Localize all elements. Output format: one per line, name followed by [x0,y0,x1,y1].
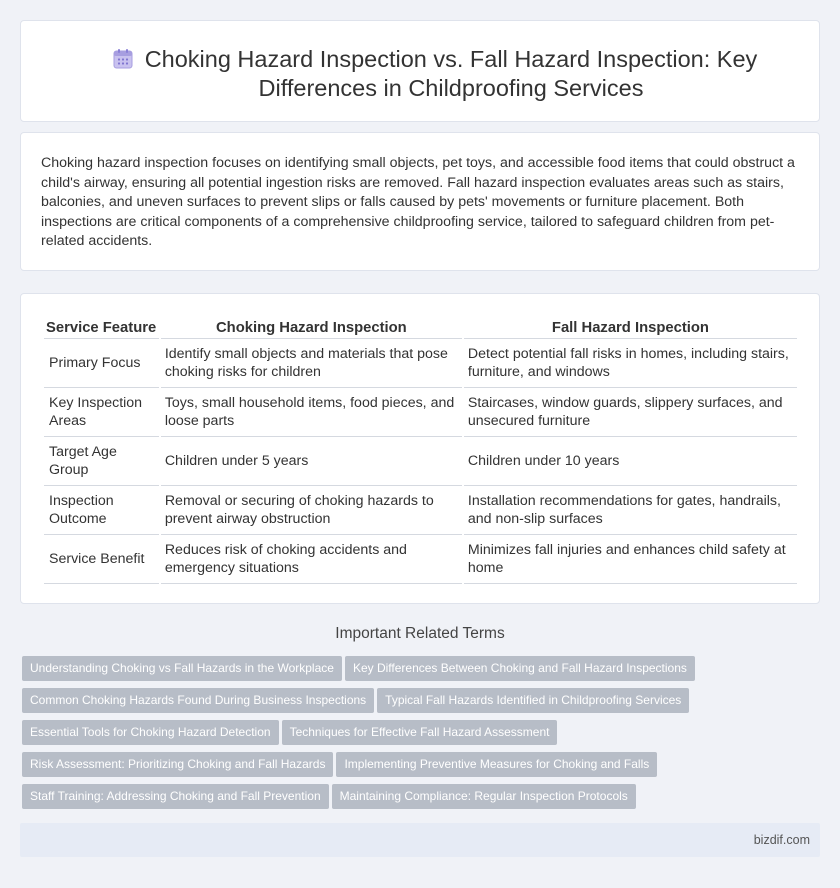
comparison-card [20,293,820,604]
related-term-tag[interactable]: Implementing Preventive Measures for Choking and Falls [336,752,657,777]
page-title: Choking Hazard Inspection vs. Fall Hazard Inspection: Key Differences in Childproofing Services [144,46,758,101]
site-name[interactable]: bizdif.com [753,833,810,847]
choking-cell: Reduces risk of choking accidents and emergency situations [161,535,462,584]
related-terms-heading: Important Related Terms [335,625,505,642]
choking-cell: Children under 5 years [161,437,462,486]
tag-row [22,656,712,688]
fall-cell: Installation recommendations for gates, handrails, and non-slip surfaces [464,486,797,535]
related-term-tag[interactable]: Key Differences Between Choking and Fall Hazard Inspections [345,656,695,681]
related-terms-list [22,656,712,816]
table-header-row [44,315,797,339]
choking-cell: Toys, small household items, food pieces, and loose parts [161,388,462,437]
fall-cell: Detect potential fall risks in homes, including stairs, furniture, and windows [464,339,797,388]
table-row [44,437,797,486]
fall-cell: Staircases, window guards, slippery surfaces, and unsecured furniture [464,388,797,437]
comparison-table [42,315,799,584]
choking-cell: Removal or securing of choking hazards to prevent airway obstruction [161,486,462,535]
feature-cell: Primary Focus [44,339,159,388]
header-fall-hazard: Fall Hazard Inspection [464,315,797,339]
feature-cell: Key Inspection Areas [44,388,159,437]
related-term-tag[interactable]: Typical Fall Hazards Identified in Childproofing Services [377,688,689,713]
tag-row [22,720,712,752]
fall-cell: Children under 10 years [464,437,797,486]
related-term-tag[interactable]: Maintaining Compliance: Regular Inspection Protocols [332,784,636,809]
feature-cell: Inspection Outcome [44,486,159,535]
table-row [44,535,797,584]
choking-cell: Identify small objects and materials that pose choking risks for children [161,339,462,388]
fall-cell: Minimizes fall injuries and enhances child safety at home [464,535,797,584]
header-service-feature: Service Feature [44,315,159,339]
feature-cell: Target Age Group [44,437,159,486]
tag-row [22,688,712,720]
feature-cell: Service Benefit [44,535,159,584]
related-term-tag[interactable]: Techniques for Effective Fall Hazard Assessment [282,720,558,745]
related-term-tag[interactable]: Staff Training: Addressing Choking and Fall Prevention [22,784,329,809]
table-row [44,388,797,437]
related-term-tag[interactable]: Risk Assessment: Prioritizing Choking and Fall Hazards [22,752,333,777]
title-card [20,20,820,122]
tag-row [22,752,712,784]
intro-card [20,132,820,271]
related-term-tag[interactable]: Understanding Choking vs Fall Hazards in the Workplace [22,656,342,681]
related-term-tag[interactable]: Common Choking Hazards Found During Business Inspections [22,688,374,713]
table-row [44,486,797,535]
footer-bar [20,823,820,857]
related-term-tag[interactable]: Essential Tools for Choking Hazard Detection [22,720,279,745]
tag-row [22,784,712,816]
table-row [44,339,797,388]
intro-paragraph: Choking hazard inspection focuses on identifying small objects, pet toys, and accessible food items that could obstruct a child's airway, ensuring all potential ingestion risks are removed. Fall hazard inspection evaluates areas such as stairs, balconies, and uneven surfaces to prevent slips or falls caused by pets' movements or furniture placement. Both inspections are critical components of a comprehensive childproofing service, tailored to safeguard children from pet-related accidents. [41,155,795,249]
header-choking-hazard: Choking Hazard Inspection [161,315,462,339]
